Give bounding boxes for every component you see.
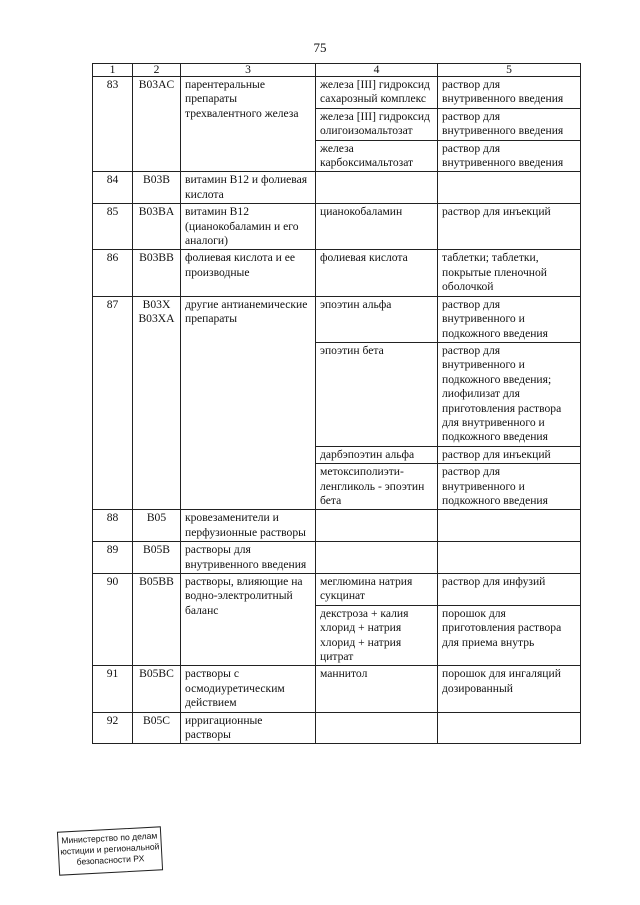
anatomic-group: витамин B12 (цианокобаламин и его аналоги) [181, 204, 316, 250]
drug-name [316, 712, 438, 744]
dosage-form: раствор для внутривенного и подкожного введения [438, 296, 581, 342]
drug-name: декстроза + калия хлорид + натрия хлорид + натрия цитрат [316, 605, 438, 666]
row-number: 91 [93, 666, 133, 712]
column-header: 3 [181, 64, 316, 77]
table-row [93, 296, 581, 342]
row-number: 87 [93, 296, 133, 510]
atc-code: B05C [133, 712, 181, 744]
page-number: 75 [313, 40, 327, 55]
medicines-table [92, 63, 581, 744]
drug-name [316, 510, 438, 542]
table-row [93, 250, 581, 296]
dosage-form: раствор для внутривенного введения [438, 77, 581, 109]
row-number: 89 [93, 542, 133, 574]
atc-code: B05BB [133, 574, 181, 666]
drug-name: меглюмина натрия сукцинат [316, 574, 438, 606]
anatomic-group: ирригационные растворы [181, 712, 316, 744]
anatomic-group: растворы с осмодиуретическим действием [181, 666, 316, 712]
atc-code: B05B [133, 542, 181, 574]
dosage-form [438, 542, 581, 574]
stamp-line: безопасности РХ [76, 853, 145, 867]
table-row [93, 542, 581, 574]
dosage-form [438, 510, 581, 542]
row-number: 83 [93, 77, 133, 172]
column-header: 1 [93, 64, 133, 77]
drug-name: дарбэпоэтин альфа [316, 446, 438, 463]
dosage-form: раствор для внутривенного введения [438, 140, 581, 172]
atc-code: B03BA [133, 204, 181, 250]
drug-name: метоксиполиэти-ленгликоль - эпоэтин бета [316, 464, 438, 510]
drug-name: эпоэтин бета [316, 342, 438, 446]
dosage-form: раствор для инъекций [438, 446, 581, 463]
atc-code: B05 [133, 510, 181, 542]
table-row [93, 574, 581, 606]
drug-name: маннитол [316, 666, 438, 712]
row-number: 90 [93, 574, 133, 666]
atc-code: B03B [133, 172, 181, 204]
column-header: 5 [438, 64, 581, 77]
drug-name: железа [III] гидроксид олигоизомальтозат [316, 108, 438, 140]
dosage-form: раствор для внутривенного и подкожного введения; лиофилизат для приготовления раствора для внутривенного и подкожного введения [438, 342, 581, 446]
drug-name [316, 542, 438, 574]
table-row [93, 204, 581, 250]
stamp-line: юстиции и региональной [60, 841, 160, 857]
anatomic-group: кровезаменители и перфузионные растворы [181, 510, 316, 542]
table-row [93, 712, 581, 744]
drug-name: железа карбоксимальтозат [316, 140, 438, 172]
header-row [93, 64, 581, 77]
stamp-line: Министерство по делам [61, 830, 158, 846]
drug-name: железа [III] гидроксид сахарозный комплекс [316, 77, 438, 109]
row-number: 84 [93, 172, 133, 204]
table-row [93, 510, 581, 542]
dosage-form [438, 712, 581, 744]
dosage-form: порошок для приготовления раствора для приема внутрь [438, 605, 581, 666]
anatomic-group: растворы для внутривенного введения [181, 542, 316, 574]
dosage-form: раствор для инфузий [438, 574, 581, 606]
table-body [93, 77, 581, 744]
drug-name [316, 172, 438, 204]
atc-code: B03AC [133, 77, 181, 172]
drug-name: эпоэтин альфа [316, 296, 438, 342]
dosage-form: порошок для ингаляций дозированный [438, 666, 581, 712]
atc-code: B03X B03XA [133, 296, 181, 510]
row-number: 86 [93, 250, 133, 296]
atc-code: B03BB [133, 250, 181, 296]
row-number: 85 [93, 204, 133, 250]
dosage-form: раствор для внутривенного введения [438, 108, 581, 140]
anatomic-group: растворы, влияющие на водно-электролитный баланс [181, 574, 316, 666]
dosage-form [438, 172, 581, 204]
row-number: 88 [93, 510, 133, 542]
anatomic-group: фолиевая кислота и ее производные [181, 250, 316, 296]
drug-name: фолиевая кислота [316, 250, 438, 296]
atc-code: B05BC [133, 666, 181, 712]
anatomic-group: витамин B12 и фолиевая кислота [181, 172, 316, 204]
ministry-stamp [57, 826, 163, 875]
table-row [93, 172, 581, 204]
drug-name: цианокобаламин [316, 204, 438, 250]
dosage-form: таблетки; таблетки, покрытые пленочной оболочкой [438, 250, 581, 296]
table-row [93, 77, 581, 109]
anatomic-group: другие антианемические препараты [181, 296, 316, 510]
anatomic-group: парентеральные препараты трехвалентного железа [181, 77, 316, 172]
dosage-form: раствор для внутривенного и подкожного введения [438, 464, 581, 510]
column-header: 2 [133, 64, 181, 77]
dosage-form: раствор для инъекций [438, 204, 581, 250]
table-row [93, 666, 581, 712]
row-number: 92 [93, 712, 133, 744]
column-header: 4 [316, 64, 438, 77]
